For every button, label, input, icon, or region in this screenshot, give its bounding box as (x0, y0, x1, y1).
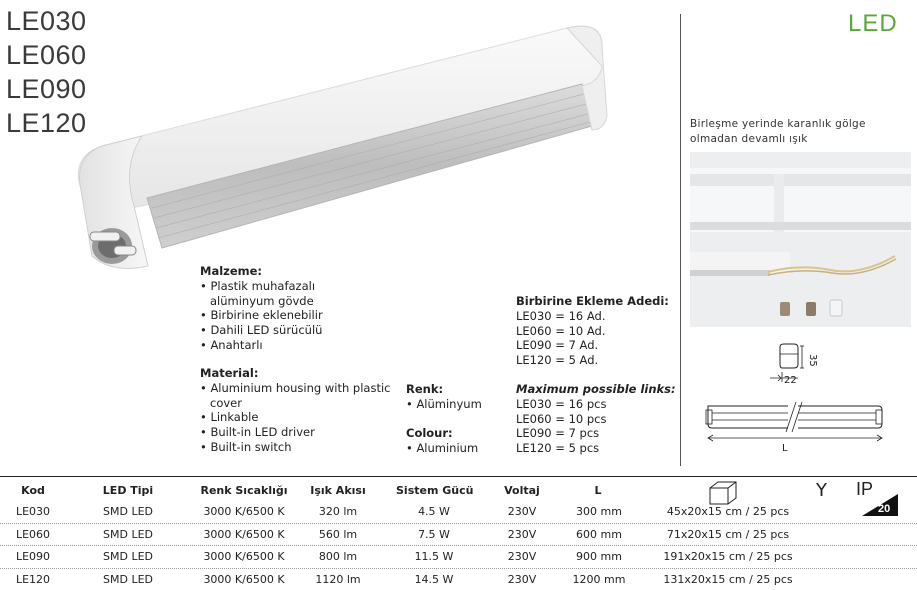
header-length: L (594, 484, 602, 497)
cell-voltage: 230V (507, 572, 537, 586)
links-en-item: LE060 = 10 pcs (516, 411, 607, 426)
y-mark-icon: Y (816, 480, 827, 501)
dim-length: L (782, 443, 788, 454)
led-logo-text: LED (848, 10, 898, 36)
color-tr-value: • Alüminyum (406, 396, 482, 411)
material-en (200, 366, 390, 455)
cell-voltage: 230V (507, 505, 537, 518)
model-name: LE120 (6, 108, 87, 138)
join-note-line: Birleşme yerinde karanlık gölge (690, 118, 866, 130)
cell-led-type: SMD LED (103, 550, 153, 564)
join-note-line: olmadan devamlı ışık (690, 133, 808, 145)
links-tr-item: LE060 = 10 Ad. (516, 323, 606, 338)
table-top-rule (0, 476, 917, 477)
color-en-value: • Aluminium (406, 440, 479, 455)
material-tr-title: Malzeme: (200, 264, 263, 278)
ip-label: IP (856, 479, 874, 499)
material-en-item: • Aluminium housing with plastic (200, 380, 391, 395)
table-header-row (0, 478, 917, 501)
cell-flux: 800 lm (318, 550, 358, 564)
links-tr-item: LE030 = 16 Ad. (516, 308, 606, 323)
links-tr-item: LE090 = 7 Ad. (516, 338, 599, 353)
material-en-title: Material: (200, 366, 259, 380)
color-tr (406, 382, 482, 412)
table-row (0, 524, 917, 547)
model-name: LE060 (6, 40, 87, 70)
links-en-title: Maximum possible links: (516, 382, 676, 396)
header-kod: Kod (21, 484, 45, 497)
cell-kod: LE060 (15, 527, 51, 541)
cell-color-temp: 3000 K/6500 K (203, 527, 285, 541)
ip-value: 20 (878, 503, 891, 515)
table-row (0, 546, 917, 569)
links-tr (516, 294, 669, 368)
links-tr-item: LE120 = 5 Ad. (516, 353, 599, 368)
led-logo-icon (846, 8, 898, 36)
cell-power: 4.5 W (418, 505, 450, 518)
links-en-item: LE120 = 5 pcs (516, 441, 600, 456)
table-row (0, 501, 917, 524)
material-en-item: • Built-in switch (200, 439, 292, 454)
cell-length: 1200 mm (572, 572, 626, 586)
divider (680, 14, 681, 466)
cell-packaging: 131x20x15 cm / 25 pcs (663, 572, 793, 586)
ip20-icon (850, 478, 898, 516)
header-led-type: LED Tipi (102, 484, 154, 497)
cell-power: 11.5 W (414, 550, 454, 564)
cell-flux: 320 lm (318, 505, 358, 518)
header-power: Sistem Gücü (396, 484, 474, 497)
join-note (690, 117, 866, 147)
table-row (0, 569, 917, 590)
cell-voltage: 230V (507, 550, 537, 564)
cell-power: 7.5 W (418, 527, 450, 541)
cell-power: 14.5 W (414, 572, 454, 586)
cell-length: 600 mm (576, 527, 622, 541)
material-en-item: cover (210, 395, 242, 410)
cell-flux: 1120 lm (315, 572, 361, 586)
material-tr-item: • Dahili LED sürücülü (200, 323, 323, 338)
cell-packaging: 71x20x15 cm / 25 pcs (666, 527, 790, 541)
dim-width: 22 (784, 375, 797, 386)
cell-led-type: SMD LED (103, 527, 153, 541)
cell-led-type: SMD LED (103, 572, 153, 586)
links-en-item: LE030 = 16 pcs (516, 396, 607, 411)
cell-led-type: SMD LED (103, 505, 153, 518)
cell-length: 300 mm (576, 505, 622, 518)
cross-section-drawing (760, 342, 830, 388)
spec-table (0, 478, 917, 590)
cell-color-temp: 3000 K/6500 K (203, 505, 285, 518)
joint-photo (690, 152, 911, 327)
cell-kod: LE120 (15, 572, 51, 586)
links-en-item: LE090 = 7 pcs (516, 426, 600, 441)
product-image (62, 6, 622, 276)
material-tr (200, 264, 323, 353)
dim-height: 35 (807, 354, 818, 367)
cell-packaging: 191x20x15 cm / 25 pcs (663, 550, 793, 564)
box-icon (706, 480, 740, 506)
cell-color-temp: 3000 K/6500 K (203, 550, 285, 564)
cell-voltage: 230V (507, 527, 537, 541)
cell-length: 900 mm (576, 550, 622, 564)
model-name: LE030 (6, 6, 87, 36)
cell-kod: LE090 (15, 550, 51, 564)
cell-flux: 560 lm (318, 527, 358, 541)
cell-packaging: 45x20x15 cm / 25 pcs (666, 505, 790, 518)
header-luminous-flux: Işık Akısı (310, 484, 366, 497)
color-en (406, 426, 478, 456)
links-en (516, 382, 676, 456)
material-en-item: • Linkable (200, 410, 259, 425)
material-tr-item: alüminyum gövde (210, 293, 314, 308)
cell-color-temp: 3000 K/6500 K (203, 572, 285, 586)
color-en-title: Colour: (406, 426, 453, 440)
material-tr-item: • Birbirine eklenebilir (200, 308, 323, 323)
material-tr-item: • Anahtarlı (200, 337, 263, 352)
cell-kod: LE030 (15, 505, 51, 518)
model-name: LE090 (6, 74, 87, 104)
color-tr-title: Renk: (406, 382, 444, 396)
links-tr-title: Birbirine Ekleme Adedi: (516, 294, 669, 308)
header-color-temp: Renk Sıcaklığı (200, 484, 288, 497)
length-drawing (700, 398, 890, 456)
material-en-item: • Built-in LED driver (200, 425, 315, 440)
header-voltage: Voltaj (504, 484, 540, 497)
material-tr-item: • Plastik muhafazalı (200, 278, 316, 293)
